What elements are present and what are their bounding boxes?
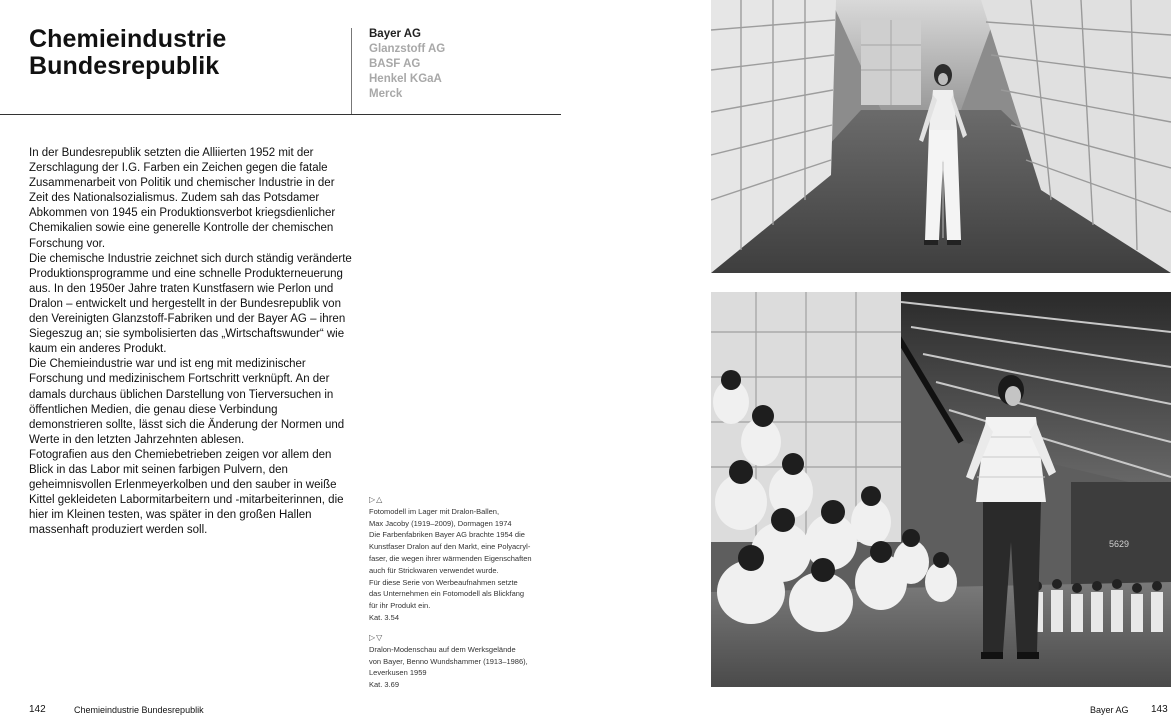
caption-line: für ihr Produkt ein. (369, 601, 431, 611)
caption-top-photo (369, 494, 559, 624)
caption-line: Leverkusen 1959 (369, 668, 427, 678)
page-number-left: 142 (29, 704, 46, 715)
caption-line: Die Farbenfabriken Bayer AG brachte 1954 die (369, 530, 525, 540)
caption-line: von Bayer, Benno Wundshammer (1913–1986), (369, 656, 528, 666)
body-text (29, 146, 354, 538)
caption-line: das Unternehmen ein Fotomodell als Blickfang (369, 589, 525, 599)
page-number-right: 143 (1151, 704, 1168, 715)
truck-number-label: 5629 (1109, 539, 1130, 549)
caption-line: Max Jacoby (1919–2009), Dormagen 1974 (369, 518, 512, 528)
caption-line: Für diese Serie von Werbeaufnahmen setzte (369, 577, 518, 587)
header-rule (0, 114, 561, 115)
caption-line: auch für Strickwaren verwendet wurde. (369, 565, 499, 575)
company-item: Merck (369, 88, 403, 100)
company-item: Henkel KGaA (369, 73, 442, 85)
company-item: Bayer AG (369, 28, 421, 40)
vertical-divider (351, 28, 352, 114)
body-paragraph: In der Bundesrepublik setzten die Alliierten 1952 mit der Zerschlagung der I.G. Farben ein Zeichen gegen die fatale Zusammenarbeit von Politik und chemischer Industrie in der Zeit des Nationalsozialismus. Zudem sah das Potsdamer Abkommen von 1945 ein Produktionsverbot kriegsdienlicher Chemikalien sowie eine generelle Kontrolle der chemischen Forschung vor. (29, 147, 336, 250)
title-line-2: Bundesrepublik (29, 52, 220, 80)
fashion-show-photo (711, 292, 1171, 687)
body-paragraph: Die Chemieindustrie war und ist eng mit medizinischer Forschung und medizinischem Fortschritt verknüpft. An der damals durchaus üblichen Darstellung von Tierversuchen in öffentlichen Medien, die genau diese Verbindung demonstrieren sollte, lässt sich die Änderung der Normen und Werte in den letzten Jahrzehnten ablesen. (29, 358, 345, 446)
body-paragraph: Die chemische Industrie zeichnet sich durch ständig veränderte Produktionsprogramme und eine schnelle Produkterneuerung aus. In den 1950er Jahre traten Kunstfasern wie Perlon und Dralon – entwickelt und hergestellt in der Bundesrepublik von den Vereinigten Glanzstoff-Fabriken und der Bayer AG – ihren Siegeszug an; sie symbolisierten das „Wirtschaftswunder“ wie kaum ein anderes Produkt. (29, 252, 352, 356)
caption-catalog-number: Kat. 3.69 (369, 680, 400, 690)
company-list (369, 27, 445, 102)
warehouse-model-photo (711, 0, 1171, 273)
caption-line: Fotomodell im Lager mit Dralon-Ballen, (369, 506, 500, 516)
caption-line: faser, die wegen ihrer wärmenden Eigenschaften (369, 553, 532, 563)
body-paragraph: Fotografien aus den Chemiebetrieben zeigen vor allem den Blick in das Labor mit seinen farbigen Pulvern, den geheimnisvollen Erlenmeyerkolben und den sauber in weiße Kittel gekleideten Labormitarbeitern und -mitarbeiterinnen, die hier im Kleinen testen, was später in den großen Hallen massenhaft produziert werden soll. (29, 448, 344, 537)
caption-line: Dralon-Modenschau auf dem Werksgelände (369, 644, 516, 654)
title-line-1: Chemieindustrie (29, 25, 227, 53)
running-head-left: Chemieindustrie Bundesrepublik (74, 705, 204, 715)
caption-arrow-icon: ▷▽ (369, 633, 384, 642)
company-item: BASF AG (369, 58, 421, 70)
running-head-right: Bayer AG (1090, 705, 1129, 715)
caption-bottom-photo (369, 632, 559, 691)
caption-line: Kunstfaser Dralon auf den Markt, eine Polyacryl- (369, 542, 531, 552)
page-title (29, 26, 226, 80)
caption-catalog-number: Kat. 3.54 (369, 612, 400, 622)
caption-arrow-icon: ▷△ (369, 495, 384, 504)
company-item: Glanzstoff AG (369, 43, 446, 55)
